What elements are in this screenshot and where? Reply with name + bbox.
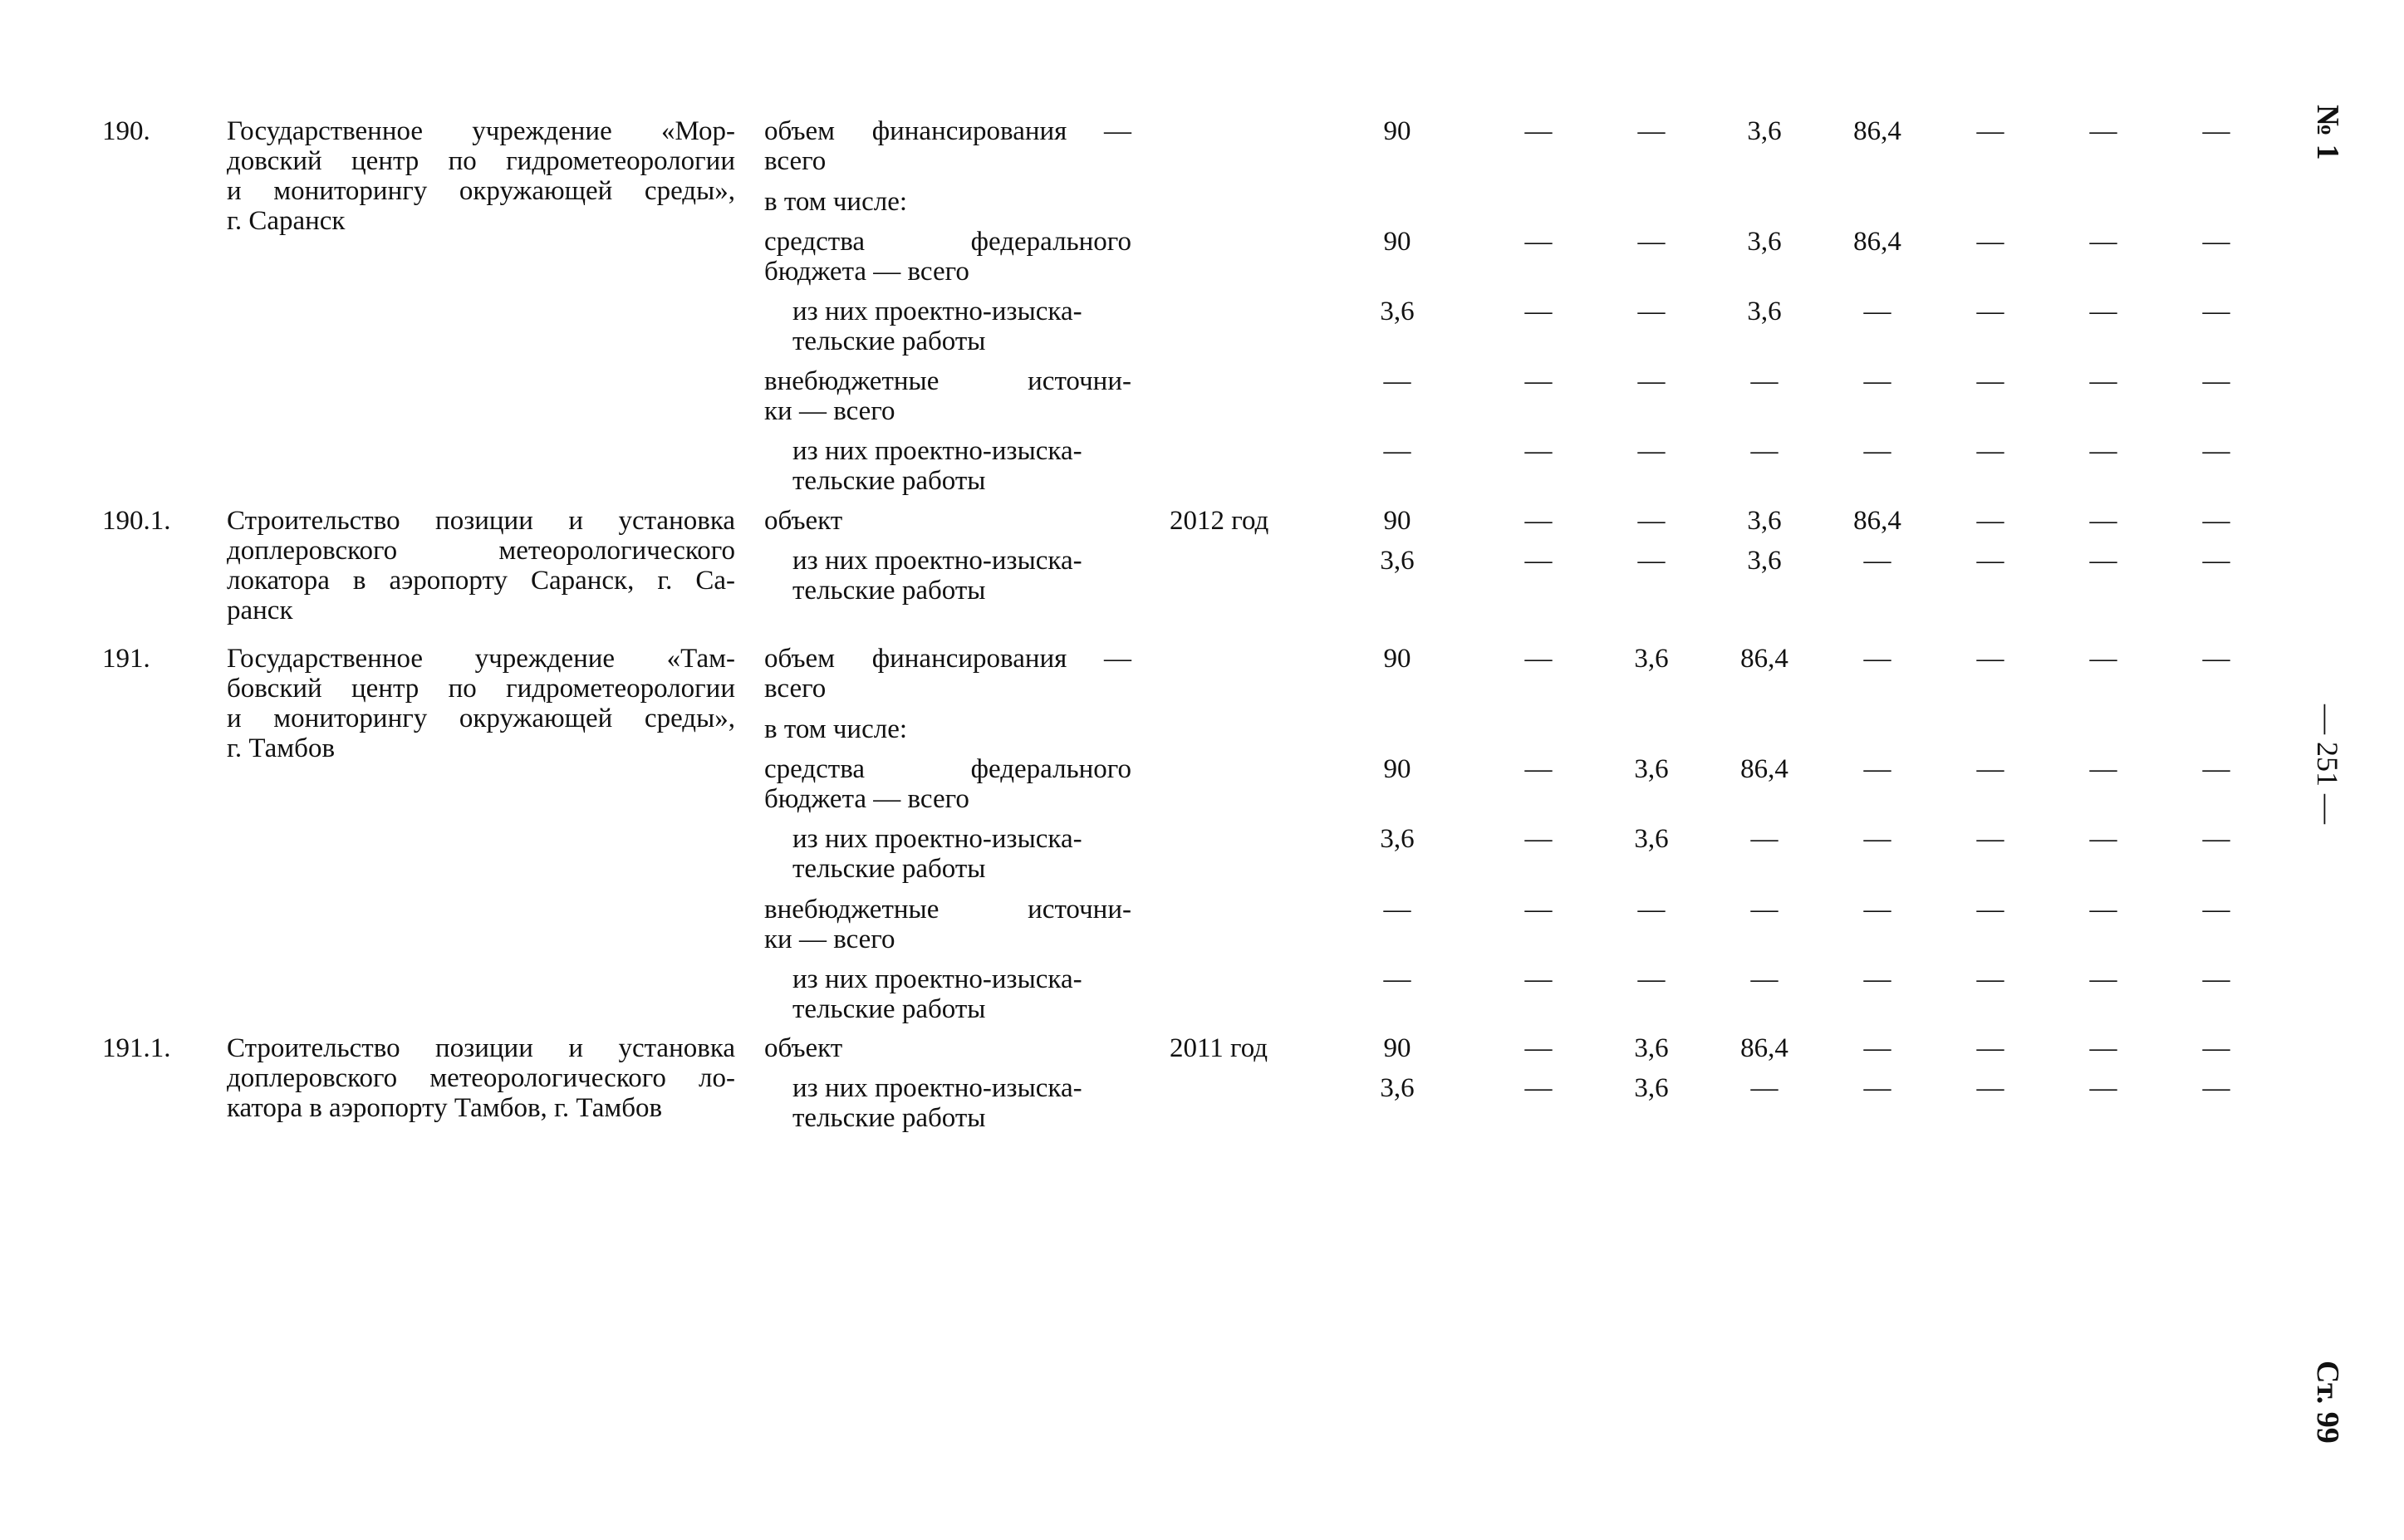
value-cell: — bbox=[1637, 895, 1666, 924]
description-line: Государственное учреждение «Мор- bbox=[227, 116, 735, 146]
value-cell: — bbox=[2089, 754, 2117, 784]
description-line: Строительство позиции и установка bbox=[227, 506, 735, 536]
entry-number: 191.1. bbox=[102, 1033, 171, 1063]
value-cell: — bbox=[2202, 546, 2230, 576]
issue-number: № 1 bbox=[2310, 105, 2345, 160]
value-cell: — bbox=[2202, 1073, 2230, 1103]
row-label-line: тельские работы bbox=[792, 576, 986, 606]
value-cell: — bbox=[1524, 895, 1553, 924]
value-cell: 3,6 bbox=[1634, 644, 1669, 674]
value-cell: — bbox=[2202, 227, 2230, 257]
row-label-line: объект bbox=[764, 506, 843, 536]
value-cell: — bbox=[1863, 964, 1891, 994]
value-cell: — bbox=[1383, 964, 1411, 994]
row-label-line: тельские работы bbox=[792, 1103, 986, 1133]
row-label bbox=[764, 895, 1131, 954]
description-line: доплеровского метеорологического bbox=[227, 536, 735, 566]
value-cell: — bbox=[1863, 1033, 1891, 1063]
row-label bbox=[792, 964, 1131, 1024]
value-cell: — bbox=[2089, 1033, 2117, 1063]
value-cell: 90 bbox=[1383, 227, 1411, 257]
value-cell: 3,6 bbox=[1747, 297, 1782, 326]
value-cell: 3,6 bbox=[1747, 227, 1782, 257]
row-label bbox=[764, 1033, 1131, 1063]
value-cell: — bbox=[2202, 644, 2230, 674]
row-label-line: объем финансирования — bbox=[764, 644, 1131, 674]
value-cell: — bbox=[1863, 297, 1891, 326]
value-cell: — bbox=[1524, 116, 1553, 146]
description-line: катора в аэропорту Тамбов, г. Тамбов bbox=[227, 1093, 663, 1123]
value-cell: — bbox=[1524, 506, 1553, 536]
value-cell: 86,4 bbox=[1740, 1033, 1788, 1063]
row-label-line: внебюджетные источни- bbox=[764, 366, 1131, 396]
description-line: г. Тамбов bbox=[227, 733, 336, 763]
row-label-line: средства федерального bbox=[764, 754, 1131, 784]
value-cell: — bbox=[1637, 366, 1666, 396]
value-cell: — bbox=[1863, 824, 1891, 854]
row-label-line: средства федерального bbox=[764, 227, 1131, 257]
row-label bbox=[764, 187, 1131, 217]
value-cell: 90 bbox=[1383, 116, 1411, 146]
description-line: и мониторингу окружающей среды», bbox=[227, 176, 735, 206]
value-cell: — bbox=[1750, 895, 1778, 924]
value-cell: — bbox=[2089, 366, 2117, 396]
table-row bbox=[0, 895, 2404, 961]
value-cell: — bbox=[1976, 1073, 2004, 1103]
value-cell: — bbox=[1976, 895, 2004, 924]
value-cell: — bbox=[1637, 227, 1666, 257]
row-label-line: объект bbox=[764, 1033, 843, 1063]
value-cell: — bbox=[1524, 754, 1553, 784]
value-cell: — bbox=[1637, 546, 1666, 576]
row-label-line: из них проектно-изыска- bbox=[792, 824, 1082, 854]
year-cell: 2011 год bbox=[1170, 1033, 1268, 1063]
value-cell: 3,6 bbox=[1634, 1073, 1669, 1103]
table-row bbox=[0, 366, 2404, 433]
value-cell: 86,4 bbox=[1853, 506, 1901, 536]
table-row bbox=[0, 824, 2404, 890]
value-cell: — bbox=[1524, 436, 1553, 466]
value-cell: 3,6 bbox=[1380, 546, 1415, 576]
value-cell: — bbox=[1976, 644, 2004, 674]
value-cell: — bbox=[2089, 436, 2117, 466]
value-cell: — bbox=[1863, 436, 1891, 466]
row-label-line: тельские работы bbox=[792, 994, 986, 1024]
value-cell: 3,6 bbox=[1747, 546, 1782, 576]
value-cell: 90 bbox=[1383, 644, 1411, 674]
value-cell: — bbox=[2202, 297, 2230, 326]
table-row bbox=[0, 964, 2404, 1031]
value-cell: — bbox=[1750, 436, 1778, 466]
row-label-line: внебюджетные источни- bbox=[764, 895, 1131, 924]
row-label-line: из них проектно-изыска- bbox=[792, 964, 1082, 994]
value-cell: — bbox=[1524, 824, 1553, 854]
value-cell: — bbox=[1524, 546, 1553, 576]
value-cell: — bbox=[1524, 366, 1553, 396]
row-label bbox=[764, 116, 1131, 176]
description-line: Строительство позиции и установка bbox=[227, 1033, 735, 1063]
value-cell: — bbox=[1383, 366, 1411, 396]
row-label-line: из них проектно-изыска- bbox=[792, 1073, 1082, 1103]
value-cell: — bbox=[2202, 1033, 2230, 1063]
row-label-line: ки — всего bbox=[764, 396, 895, 426]
value-cell: — bbox=[2089, 895, 2117, 924]
row-label bbox=[792, 546, 1131, 606]
value-cell: — bbox=[1976, 824, 2004, 854]
description-line: довский центр по гидрометеорологии bbox=[227, 146, 735, 176]
row-label bbox=[764, 754, 1131, 814]
row-label-line: бюджета — всего bbox=[764, 257, 969, 287]
table-row bbox=[0, 436, 2404, 503]
value-cell: — bbox=[1750, 1073, 1778, 1103]
year-cell: 2012 год bbox=[1170, 506, 1269, 536]
entry-number: 190.1. bbox=[102, 506, 171, 536]
value-cell: — bbox=[1863, 895, 1891, 924]
value-cell: — bbox=[1976, 366, 2004, 396]
page-number: — 251 — bbox=[2311, 704, 2344, 824]
row-label bbox=[764, 506, 1131, 536]
value-cell: 3,6 bbox=[1747, 116, 1782, 146]
value-cell: — bbox=[2089, 964, 2117, 994]
value-cell: — bbox=[1637, 297, 1666, 326]
description-line: Государственное учреждение «Там- bbox=[227, 644, 735, 674]
value-cell: — bbox=[2202, 754, 2230, 784]
row-label bbox=[764, 227, 1131, 287]
description-line: доплеровского метеорологического ло- bbox=[227, 1063, 735, 1093]
value-cell: 90 bbox=[1383, 1033, 1411, 1063]
value-cell: — bbox=[1524, 964, 1553, 994]
value-cell: 3,6 bbox=[1380, 1073, 1415, 1103]
value-cell: — bbox=[2202, 895, 2230, 924]
row-label-line: тельские работы bbox=[792, 466, 986, 496]
value-cell: — bbox=[1750, 964, 1778, 994]
value-cell: — bbox=[2089, 506, 2117, 536]
value-cell: 86,4 bbox=[1740, 754, 1788, 784]
value-cell: — bbox=[2202, 436, 2230, 466]
row-label-line: из них проектно-изыска- bbox=[792, 436, 1082, 466]
value-cell: — bbox=[1524, 1033, 1553, 1063]
value-cell: — bbox=[1863, 546, 1891, 576]
description-line: бовский центр по гидрометеорологии bbox=[227, 674, 735, 704]
row-label-line: тельские работы bbox=[792, 854, 986, 884]
value-cell: 3,6 bbox=[1747, 506, 1782, 536]
value-cell: 86,4 bbox=[1853, 116, 1901, 146]
value-cell: — bbox=[2202, 964, 2230, 994]
value-cell: — bbox=[1637, 436, 1666, 466]
value-cell: — bbox=[1637, 116, 1666, 146]
value-cell: — bbox=[1976, 297, 2004, 326]
row-label-line: объем финансирования — bbox=[764, 116, 1131, 146]
value-cell: — bbox=[2089, 824, 2117, 854]
row-label-line: в том числе: bbox=[764, 187, 908, 217]
value-cell: — bbox=[1524, 644, 1553, 674]
value-cell: 3,6 bbox=[1380, 297, 1415, 326]
value-cell: — bbox=[1637, 964, 1666, 994]
row-label bbox=[764, 366, 1131, 426]
value-cell: — bbox=[1863, 1073, 1891, 1103]
value-cell: 3,6 bbox=[1634, 1033, 1669, 1063]
value-cell: — bbox=[2089, 227, 2117, 257]
value-cell: — bbox=[1976, 436, 2004, 466]
table-row bbox=[0, 227, 2404, 293]
row-label-line: всего bbox=[764, 674, 827, 704]
table-row bbox=[0, 297, 2404, 363]
value-cell: — bbox=[1976, 506, 2004, 536]
value-cell: — bbox=[2089, 546, 2117, 576]
row-label bbox=[764, 644, 1131, 704]
value-cell: — bbox=[1383, 436, 1411, 466]
value-cell: — bbox=[2202, 824, 2230, 854]
value-cell: 3,6 bbox=[1634, 824, 1669, 854]
entry-number: 191. bbox=[102, 644, 150, 674]
row-label-line: из них проектно-изыска- bbox=[792, 297, 1082, 326]
article-number: Ст. 99 bbox=[2310, 1361, 2345, 1444]
entry-number: 190. bbox=[102, 116, 150, 146]
value-cell: — bbox=[1863, 754, 1891, 784]
value-cell: — bbox=[2089, 1073, 2117, 1103]
table-row bbox=[0, 546, 2404, 612]
value-cell: — bbox=[1637, 506, 1666, 536]
row-label-line: тельские работы bbox=[792, 326, 986, 356]
row-label-line: из них проектно-изыска- bbox=[792, 546, 1082, 576]
value-cell: 90 bbox=[1383, 506, 1411, 536]
value-cell: — bbox=[1863, 644, 1891, 674]
value-cell: — bbox=[1976, 116, 2004, 146]
value-cell: — bbox=[2202, 366, 2230, 396]
row-label bbox=[764, 714, 1131, 744]
value-cell: — bbox=[1976, 227, 2004, 257]
table-row bbox=[0, 644, 2404, 710]
value-cell: — bbox=[1524, 297, 1553, 326]
value-cell: — bbox=[1976, 546, 2004, 576]
value-cell: 90 bbox=[1383, 754, 1411, 784]
value-cell: — bbox=[1863, 366, 1891, 396]
description-line: ранск bbox=[227, 596, 293, 625]
row-label-line: всего bbox=[764, 146, 827, 176]
description-line: и мониторингу окружающей среды», bbox=[227, 704, 735, 733]
row-label bbox=[792, 297, 1131, 356]
value-cell: — bbox=[1750, 824, 1778, 854]
value-cell: — bbox=[2089, 116, 2117, 146]
table-row bbox=[0, 116, 2404, 183]
table-row bbox=[0, 1073, 2404, 1140]
value-cell: 3,6 bbox=[1380, 824, 1415, 854]
value-cell: — bbox=[1524, 227, 1553, 257]
value-cell: 86,4 bbox=[1740, 644, 1788, 674]
value-cell: 86,4 bbox=[1853, 227, 1901, 257]
value-cell: — bbox=[1976, 754, 2004, 784]
value-cell: — bbox=[1976, 1033, 2004, 1063]
value-cell: — bbox=[2202, 506, 2230, 536]
value-cell: — bbox=[1524, 1073, 1553, 1103]
row-label bbox=[792, 824, 1131, 884]
row-label bbox=[792, 1073, 1131, 1133]
row-label-line: ки — всего bbox=[764, 924, 895, 954]
value-cell: — bbox=[1383, 895, 1411, 924]
value-cell: — bbox=[2202, 116, 2230, 146]
value-cell: — bbox=[2089, 644, 2117, 674]
table-row bbox=[0, 754, 2404, 821]
value-cell: — bbox=[1976, 964, 2004, 994]
description-line: г. Саранск bbox=[227, 206, 346, 236]
value-cell: 3,6 bbox=[1634, 754, 1669, 784]
value-cell: — bbox=[1750, 366, 1778, 396]
row-label bbox=[792, 436, 1131, 496]
row-label-line: бюджета — всего bbox=[764, 784, 969, 814]
value-cell: — bbox=[2089, 297, 2117, 326]
description-line: локатора в аэропорту Саранск, г. Са- bbox=[227, 566, 735, 596]
row-label-line: в том числе: bbox=[764, 714, 908, 744]
